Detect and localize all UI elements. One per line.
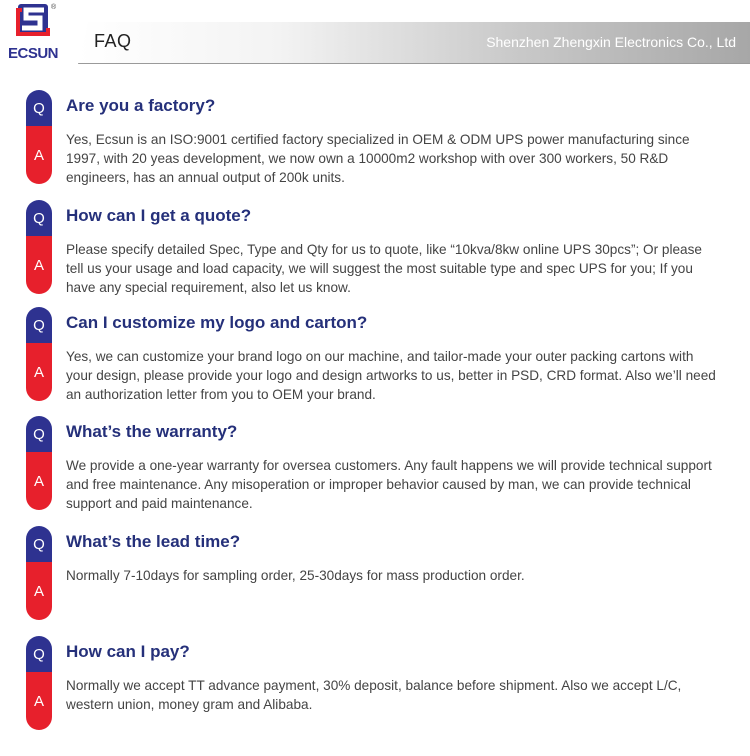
answer-tab: A xyxy=(26,452,52,510)
question-tab: Q xyxy=(26,416,52,452)
question-tab: Q xyxy=(26,200,52,236)
question-tab: Q xyxy=(26,636,52,672)
faq-question: Are you a factory? xyxy=(66,96,216,115)
faq-question: What’s the warranty? xyxy=(66,422,238,441)
answer-tab: A xyxy=(26,343,52,401)
question-tab: Q xyxy=(26,90,52,126)
page-header xyxy=(0,0,750,70)
answer-tab: A xyxy=(26,562,52,620)
header-banner xyxy=(78,22,750,64)
ecsun-logo xyxy=(0,0,70,66)
answer-tab: A xyxy=(26,236,52,294)
svg-text:®: ® xyxy=(51,4,57,11)
company-name: Shenzhen Zhengxin Electronics Co., Ltd xyxy=(486,34,736,50)
faq-answer: Yes, we can customize your brand logo on our machine, and tailor-made your outer packing cartons with your design, please provide your logo and design artworks to us, better in PSD, CRD format. Also we’ll need an authorization letter from you to OEM your brand. xyxy=(66,349,716,402)
faq-answer: Please specify detailed Spec, Type and Qty for us to quote, like “10kva/8kw online UPS 30pcs”; Or please tell us your usage and load capacity, we will suggest the most suitable type and spec UPS for you; If you have any special requirement, also let us know. xyxy=(66,242,702,295)
faq-answer: Yes, Ecsun is an ISO:9001 certified factory specialized in OEM & ODM UPS power manufacturing since 1997, with 20 yeas development, we now own a 10000m2 workshop with over 300 workers, 50 R&D engineers, has an annual output of 200k units. xyxy=(66,132,690,185)
faq-question: How can I get a quote? xyxy=(66,206,252,225)
question-tab: Q xyxy=(26,526,52,562)
answer-tab: A xyxy=(26,672,52,730)
question-tab: Q xyxy=(26,307,52,343)
faq-question: What’s the lead time? xyxy=(66,532,241,551)
faq-answer: We provide a one-year warranty for oversea customers. Any fault happens we will provide technical support and free maintenance. Any misoperation or improper behavior caused by man, we can provide technical support and paid maintenance. xyxy=(66,458,712,511)
faq-question: Can I customize my logo and carton? xyxy=(66,313,368,332)
faq-question: How can I pay? xyxy=(66,642,190,661)
answer-tab: A xyxy=(26,126,52,184)
faq-answer: Normally 7-10days for sampling order, 25-30days for mass production order. xyxy=(66,568,525,583)
logo-text: ECSUN xyxy=(7,45,59,62)
faq-answer: Normally we accept TT advance payment, 30% deposit, balance before shipment. Also we accept L/C, western union, money gram and Alibaba. xyxy=(66,678,682,712)
page-title: FAQ xyxy=(94,31,132,51)
